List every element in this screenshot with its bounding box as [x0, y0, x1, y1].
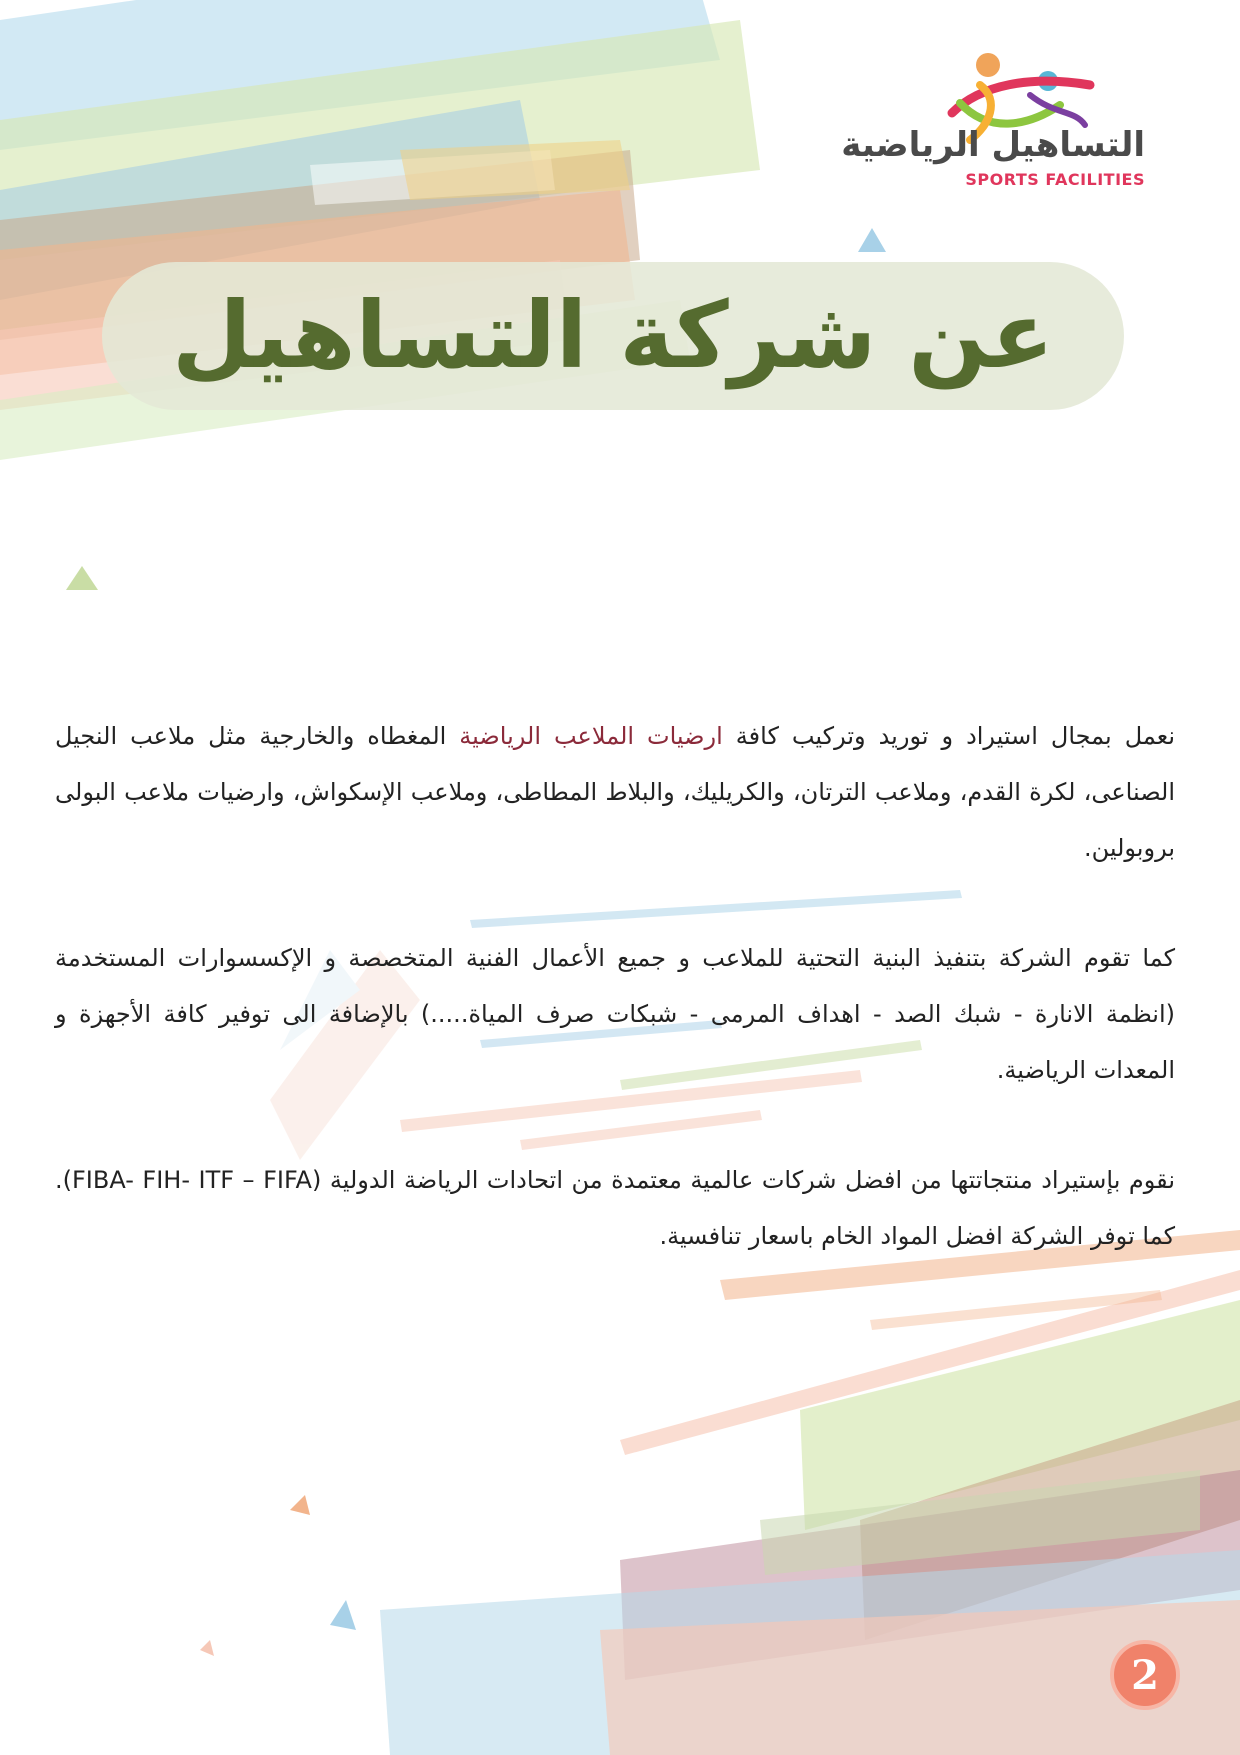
triangle-deco: [66, 566, 98, 590]
page-title: عن شركة التساهيل: [172, 282, 1054, 389]
body-text: [55, 708, 1175, 1318]
paragraph-1: [55, 708, 1175, 876]
triangle-deco: [290, 1495, 310, 1515]
page-number-badge: 2: [1110, 1640, 1180, 1710]
paragraph-3-text-end: ). كما توفر الشركة افضل المواد الخام باسعار تنافسية.: [55, 1166, 1175, 1250]
logo-english-name: SPORTS FACILITIES: [965, 170, 1145, 189]
federations-list: FIBA- FIH- ITF – FIFA: [72, 1166, 312, 1194]
paragraph-1-text-end: المغطاه والخارجية مثل ملاعب النجيل الصناعى، لكرة القدم، وملاعب الترتان، والكريليك، والبلاط المطاطى، وملاعب الإسكواش، وارضيات ملاعب البولى بروبولين.: [55, 722, 1175, 862]
triangle-deco: [330, 1600, 356, 1630]
paragraph-1-text: نعمل بمجال استيراد و توريد وتركيب كافة: [722, 722, 1175, 750]
paragraph-3-text: نقوم بإستيراد منتجاتتها من افضل شركات عالمية معتمدة من اتحادات الرياضة الدولية (: [311, 1166, 1175, 1194]
triangle-deco: [200, 1640, 214, 1656]
paragraph-1-highlight: ارضيات الملاعب الرياضية: [459, 722, 723, 750]
triangle-deco: [858, 228, 886, 252]
logo-arabic-name: التساهيل الرياضية: [841, 125, 1145, 165]
paragraph-2: كما تقوم الشركة بتنفيذ البنية التحتية للملاعب و جميع الأعمال الفنية المتخصصة و الإكسسوارات المستخدمة (انظمة الانارة - شبك الصد - اهداف المرمى - شبكات صرف المياة.....) بالإضافة الى توفير كافة الأجهزة و المعدات الرياضية.: [55, 944, 1175, 1084]
paragraph-3: [55, 1152, 1175, 1264]
